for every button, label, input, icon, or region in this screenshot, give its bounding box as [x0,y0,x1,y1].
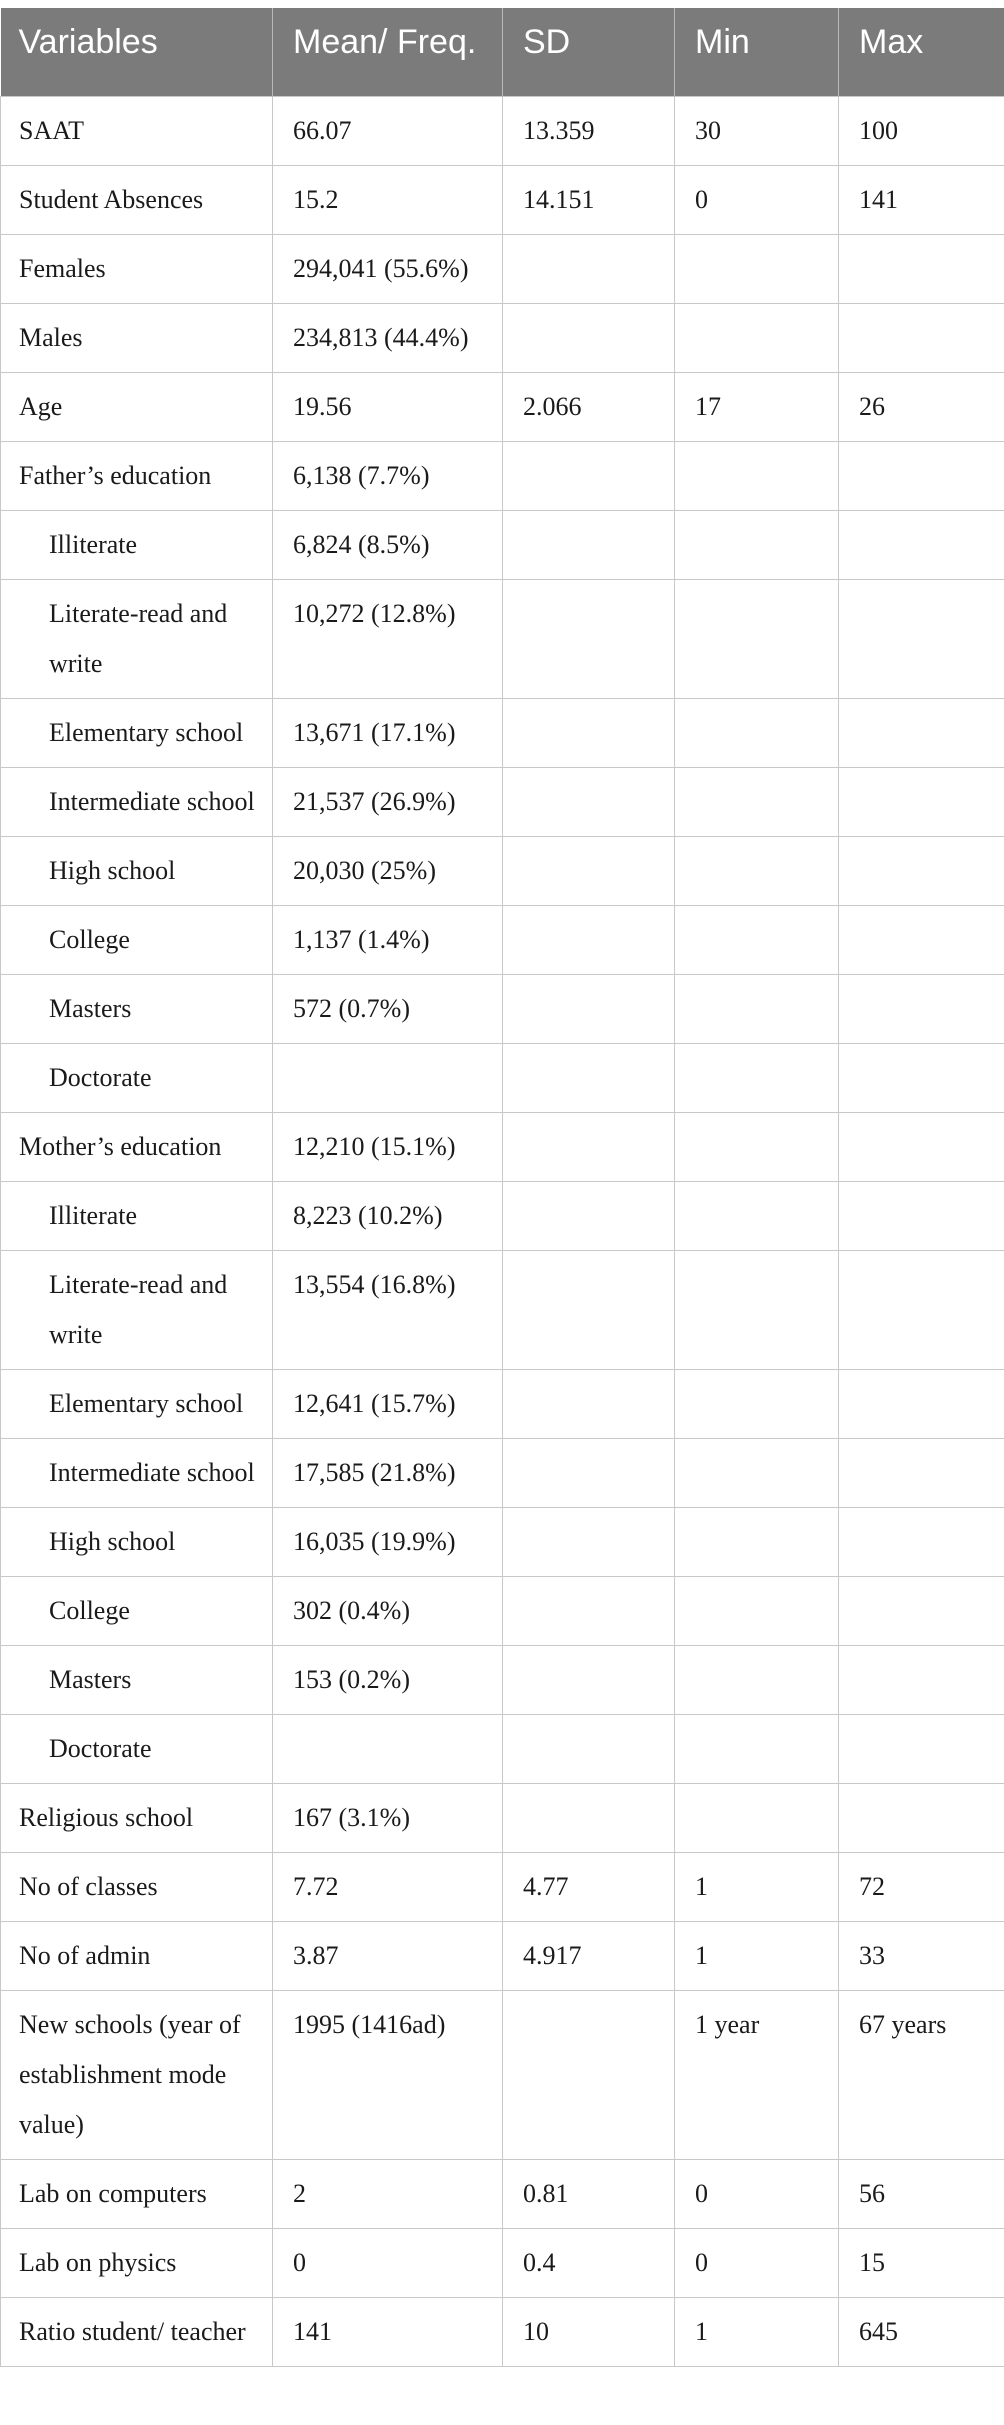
cell-sd [503,698,675,767]
cell-min: 1 [675,1852,839,1921]
table-row [1,1438,1004,1507]
cell-max [839,1043,1004,1112]
cell-max [839,303,1004,372]
cell-sd: 4.77 [503,1852,675,1921]
table-row [1,1043,1004,1112]
cell-variable: Mother’s education [1,1112,273,1181]
table-row [1,974,1004,1043]
cell-max: 15 [839,2228,1004,2297]
table-row [1,165,1004,234]
cell-variable: College [1,1576,273,1645]
cell-sd [503,1369,675,1438]
cell-min: 17 [675,372,839,441]
cell-mean-freq: 302 (0.4%) [273,1576,503,1645]
cell-mean-freq: 1,137 (1.4%) [273,905,503,974]
cell-max [839,1181,1004,1250]
header-sd: SD [503,8,675,96]
table-row [1,1576,1004,1645]
cell-mean-freq: 0 [273,2228,503,2297]
descriptive-statistics-table [0,8,1004,2367]
cell-sd [503,1714,675,1783]
table-row [1,2297,1004,2366]
table-row [1,1112,1004,1181]
cell-variable: Religious school [1,1783,273,1852]
cell-mean-freq: 6,824 (8.5%) [273,510,503,579]
table-row [1,2228,1004,2297]
cell-mean-freq: 13,554 (16.8%) [273,1250,503,1369]
table-row [1,1783,1004,1852]
cell-sd [503,1507,675,1576]
cell-sd: 2.066 [503,372,675,441]
cell-max [839,1783,1004,1852]
cell-max [839,1714,1004,1783]
cell-sd [503,1645,675,1714]
cell-min [675,1714,839,1783]
cell-variable: College [1,905,273,974]
cell-sd [503,1990,675,2159]
cell-max [839,441,1004,510]
cell-max [839,974,1004,1043]
cell-min: 1 [675,2297,839,2366]
cell-mean-freq: 294,041 (55.6%) [273,234,503,303]
cell-max [839,1250,1004,1369]
cell-max [839,905,1004,974]
cell-max [839,1576,1004,1645]
cell-min [675,579,839,698]
cell-sd [503,303,675,372]
table-row [1,836,1004,905]
table-row [1,1990,1004,2159]
cell-max [839,1369,1004,1438]
cell-sd [503,234,675,303]
cell-min [675,1112,839,1181]
header-max: Max [839,8,1004,96]
cell-max [839,234,1004,303]
cell-variable: High school [1,1507,273,1576]
cell-max [839,510,1004,579]
cell-variable: SAAT [1,96,273,165]
cell-variable: Father’s education [1,441,273,510]
cell-mean-freq: 13,671 (17.1%) [273,698,503,767]
table-row [1,1369,1004,1438]
cell-mean-freq: 3.87 [273,1921,503,1990]
cell-min [675,1783,839,1852]
cell-max [839,579,1004,698]
cell-min [675,698,839,767]
cell-variable: No of admin [1,1921,273,1990]
cell-min: 0 [675,2159,839,2228]
cell-variable: Intermediate school [1,767,273,836]
table-row [1,510,1004,579]
cell-max: 141 [839,165,1004,234]
cell-max: 645 [839,2297,1004,2366]
cell-min [675,836,839,905]
cell-variable: Ratio student/ teacher [1,2297,273,2366]
cell-min [675,1369,839,1438]
cell-sd [503,510,675,579]
cell-mean-freq: 6,138 (7.7%) [273,441,503,510]
cell-sd [503,836,675,905]
table-row [1,579,1004,698]
table-row [1,905,1004,974]
table-header-row [1,8,1004,96]
table-row [1,303,1004,372]
cell-mean-freq: 167 (3.1%) [273,1783,503,1852]
cell-sd: 0.81 [503,2159,675,2228]
cell-max: 72 [839,1852,1004,1921]
cell-min [675,905,839,974]
cell-mean-freq: 572 (0.7%) [273,974,503,1043]
cell-variable: Doctorate [1,1043,273,1112]
cell-min [675,510,839,579]
cell-variable: High school [1,836,273,905]
cell-min: 1 year [675,1990,839,2159]
cell-max: 33 [839,1921,1004,1990]
cell-variable: Masters [1,1645,273,1714]
cell-variable: Females [1,234,273,303]
cell-max [839,1645,1004,1714]
cell-mean-freq: 153 (0.2%) [273,1645,503,1714]
cell-min: 0 [675,2228,839,2297]
cell-max [839,1438,1004,1507]
cell-sd [503,1250,675,1369]
cell-variable: Lab on physics [1,2228,273,2297]
table-row [1,96,1004,165]
cell-sd [503,579,675,698]
cell-min [675,1043,839,1112]
cell-mean-freq: 20,030 (25%) [273,836,503,905]
cell-sd [503,1438,675,1507]
cell-sd [503,905,675,974]
cell-max: 100 [839,96,1004,165]
cell-mean-freq: 8,223 (10.2%) [273,1181,503,1250]
cell-max: 56 [839,2159,1004,2228]
cell-variable: Doctorate [1,1714,273,1783]
cell-min [675,441,839,510]
header-variables: Variables [1,8,273,96]
table-row [1,767,1004,836]
cell-mean-freq: 141 [273,2297,503,2366]
cell-max [839,836,1004,905]
table-row [1,1921,1004,1990]
cell-sd [503,974,675,1043]
cell-mean-freq: 2 [273,2159,503,2228]
cell-mean-freq: 10,272 (12.8%) [273,579,503,698]
cell-min [675,1576,839,1645]
cell-max [839,767,1004,836]
cell-min: 1 [675,1921,839,1990]
cell-mean-freq: 1995 (1416ad) [273,1990,503,2159]
cell-min [675,1507,839,1576]
table-row [1,1507,1004,1576]
table-row [1,1714,1004,1783]
cell-sd [503,1783,675,1852]
cell-sd: 0.4 [503,2228,675,2297]
cell-variable: Lab on computers [1,2159,273,2228]
cell-sd: 4.917 [503,1921,675,1990]
table-body [1,96,1004,2366]
cell-max [839,698,1004,767]
cell-variable: Illiterate [1,1181,273,1250]
table-row [1,698,1004,767]
table-row [1,372,1004,441]
cell-mean-freq: 12,641 (15.7%) [273,1369,503,1438]
cell-mean-freq: 234,813 (44.4%) [273,303,503,372]
cell-mean-freq: 12,210 (15.1%) [273,1112,503,1181]
cell-variable: Intermediate school [1,1438,273,1507]
cell-min [675,234,839,303]
cell-sd [503,1112,675,1181]
cell-sd: 10 [503,2297,675,2366]
cell-min [675,974,839,1043]
cell-mean-freq: 66.07 [273,96,503,165]
cell-min [675,303,839,372]
cell-min: 0 [675,165,839,234]
cell-max: 26 [839,372,1004,441]
table-row [1,441,1004,510]
table-row [1,1250,1004,1369]
cell-variable: Masters [1,974,273,1043]
table-row [1,1181,1004,1250]
cell-variable: Elementary school [1,1369,273,1438]
table-row [1,234,1004,303]
cell-variable: Student Absences [1,165,273,234]
cell-max: 67 years [839,1990,1004,2159]
cell-mean-freq: 17,585 (21.8%) [273,1438,503,1507]
cell-variable: Age [1,372,273,441]
cell-sd [503,767,675,836]
cell-mean-freq [273,1714,503,1783]
cell-sd [503,1181,675,1250]
cell-mean-freq [273,1043,503,1112]
cell-sd [503,441,675,510]
cell-variable: Literate-read and write [1,1250,273,1369]
cell-variable: No of classes [1,1852,273,1921]
cell-min [675,1645,839,1714]
cell-sd: 13.359 [503,96,675,165]
cell-min [675,1438,839,1507]
cell-min [675,1181,839,1250]
cell-min: 30 [675,96,839,165]
table-row [1,1645,1004,1714]
table-row [1,1852,1004,1921]
header-min: Min [675,8,839,96]
cell-variable: New schools (year of establishment mode value) [1,1990,273,2159]
cell-max [839,1507,1004,1576]
cell-min [675,767,839,836]
cell-mean-freq: 16,035 (19.9%) [273,1507,503,1576]
cell-mean-freq: 7.72 [273,1852,503,1921]
cell-sd [503,1043,675,1112]
cell-sd: 14.151 [503,165,675,234]
cell-mean-freq: 21,537 (26.9%) [273,767,503,836]
cell-mean-freq: 15.2 [273,165,503,234]
cell-variable: Males [1,303,273,372]
cell-variable: Illiterate [1,510,273,579]
cell-sd [503,1576,675,1645]
cell-mean-freq: 19.56 [273,372,503,441]
table-row [1,2159,1004,2228]
header-mean-freq: Mean/ Freq. [273,8,503,96]
cell-variable: Elementary school [1,698,273,767]
cell-max [839,1112,1004,1181]
cell-min [675,1250,839,1369]
cell-variable: Literate-read and write [1,579,273,698]
